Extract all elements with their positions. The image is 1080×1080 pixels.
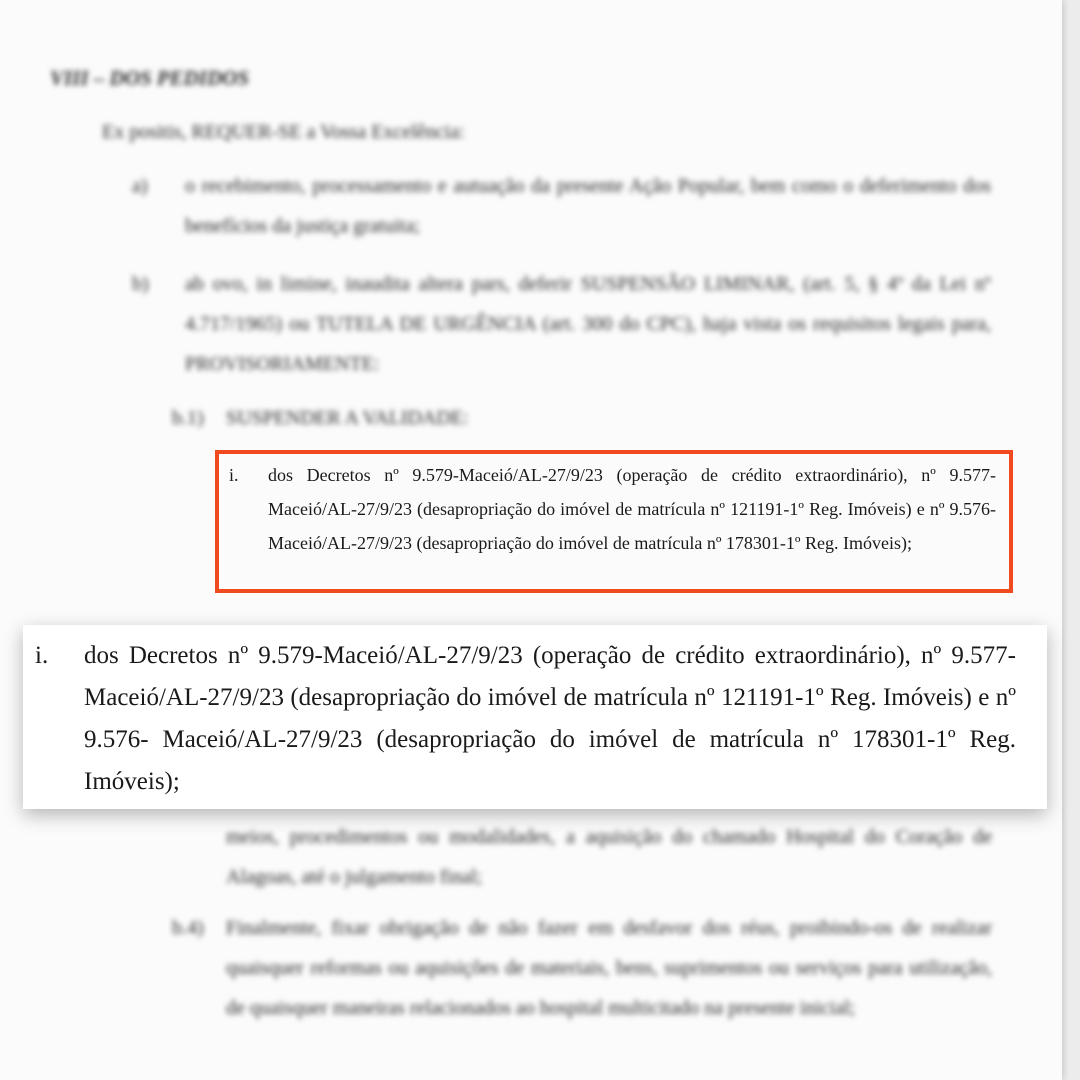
intro-paragraph: Ex positis, REQUER-SE a Vossa Excelência:	[102, 121, 465, 143]
section-heading: VIII – DOS PEDIDOS	[50, 66, 249, 90]
highlighted-item-box	[215, 450, 1013, 593]
highlighted-item-number: i.	[229, 465, 239, 485]
zoomed-callout	[23, 625, 1047, 809]
callout-item-text: dos Decretos nº 9.579-Maceió/AL-27/9/23 (operação de crédito extraordinário), nº 9.577-Maceió/AL-27/9/23 (desapropriação do imóvel de matrícula nº 121191-1º Reg. Imóveis) e nº 9.576- Maceió/AL-27/9/23 (desapropriação do imóvel de matrícula nº 178301-1º Reg. Imóveis);	[84, 642, 1016, 795]
highlighted-item-text: dos Decretos nº 9.579-Maceió/AL-27/9/23 (operação de crédito extraordinário), nº 9.577-Maceió/AL-27/9/23 (desapropriação do imóvel de matrícula nº 121191-1º Reg. Imóveis) e nº 9.576- Maceió/AL-27/9/23 (desapropriação do imóvel de matrícula nº 178301-1º Reg. Imóveis);	[268, 465, 996, 553]
item-b1-label: b.1)	[172, 407, 204, 429]
item-a-label: a)	[132, 175, 148, 197]
item-b4-label: b.4)	[172, 917, 204, 939]
item-b3-tail: meios, procedimentos ou modalidades, a aquisição do chamado Hospital do Coração de Alagoas, até o julgamento final;	[226, 826, 992, 888]
callout-item-number: i.	[35, 642, 49, 669]
item-b1-text: SUSPENDER A VALIDADE:	[226, 407, 469, 429]
item-b4-text: Finalmente, fixar obrigação de não fazer em desfavor dos réus, proibindo-os de realizar quaisquer reformas ou aquisições de materiais, bens, suprimentos ou serviços para utilização, de quaisquer maneiras relacionados ao hospital multicitado na presente inicial;	[226, 917, 992, 1019]
item-b-text: ab ovo, in limine, inaudita altera pars, deferir SUSPENSÃO LIMINAR, (art. 5, § 4º da Lei nº 4.717/1965) ou TUTELA DE URGÊNCIA (art. 300 do CPC), haja vista os requisitos legais para, PROVISORIAMENTE:	[185, 273, 991, 375]
item-b-label: b)	[132, 273, 149, 295]
item-a-text: o recebimento, processamento e autuação da presente Ação Popular, bem como o deferimento dos benefícios da justiça gratuita;	[185, 175, 991, 237]
